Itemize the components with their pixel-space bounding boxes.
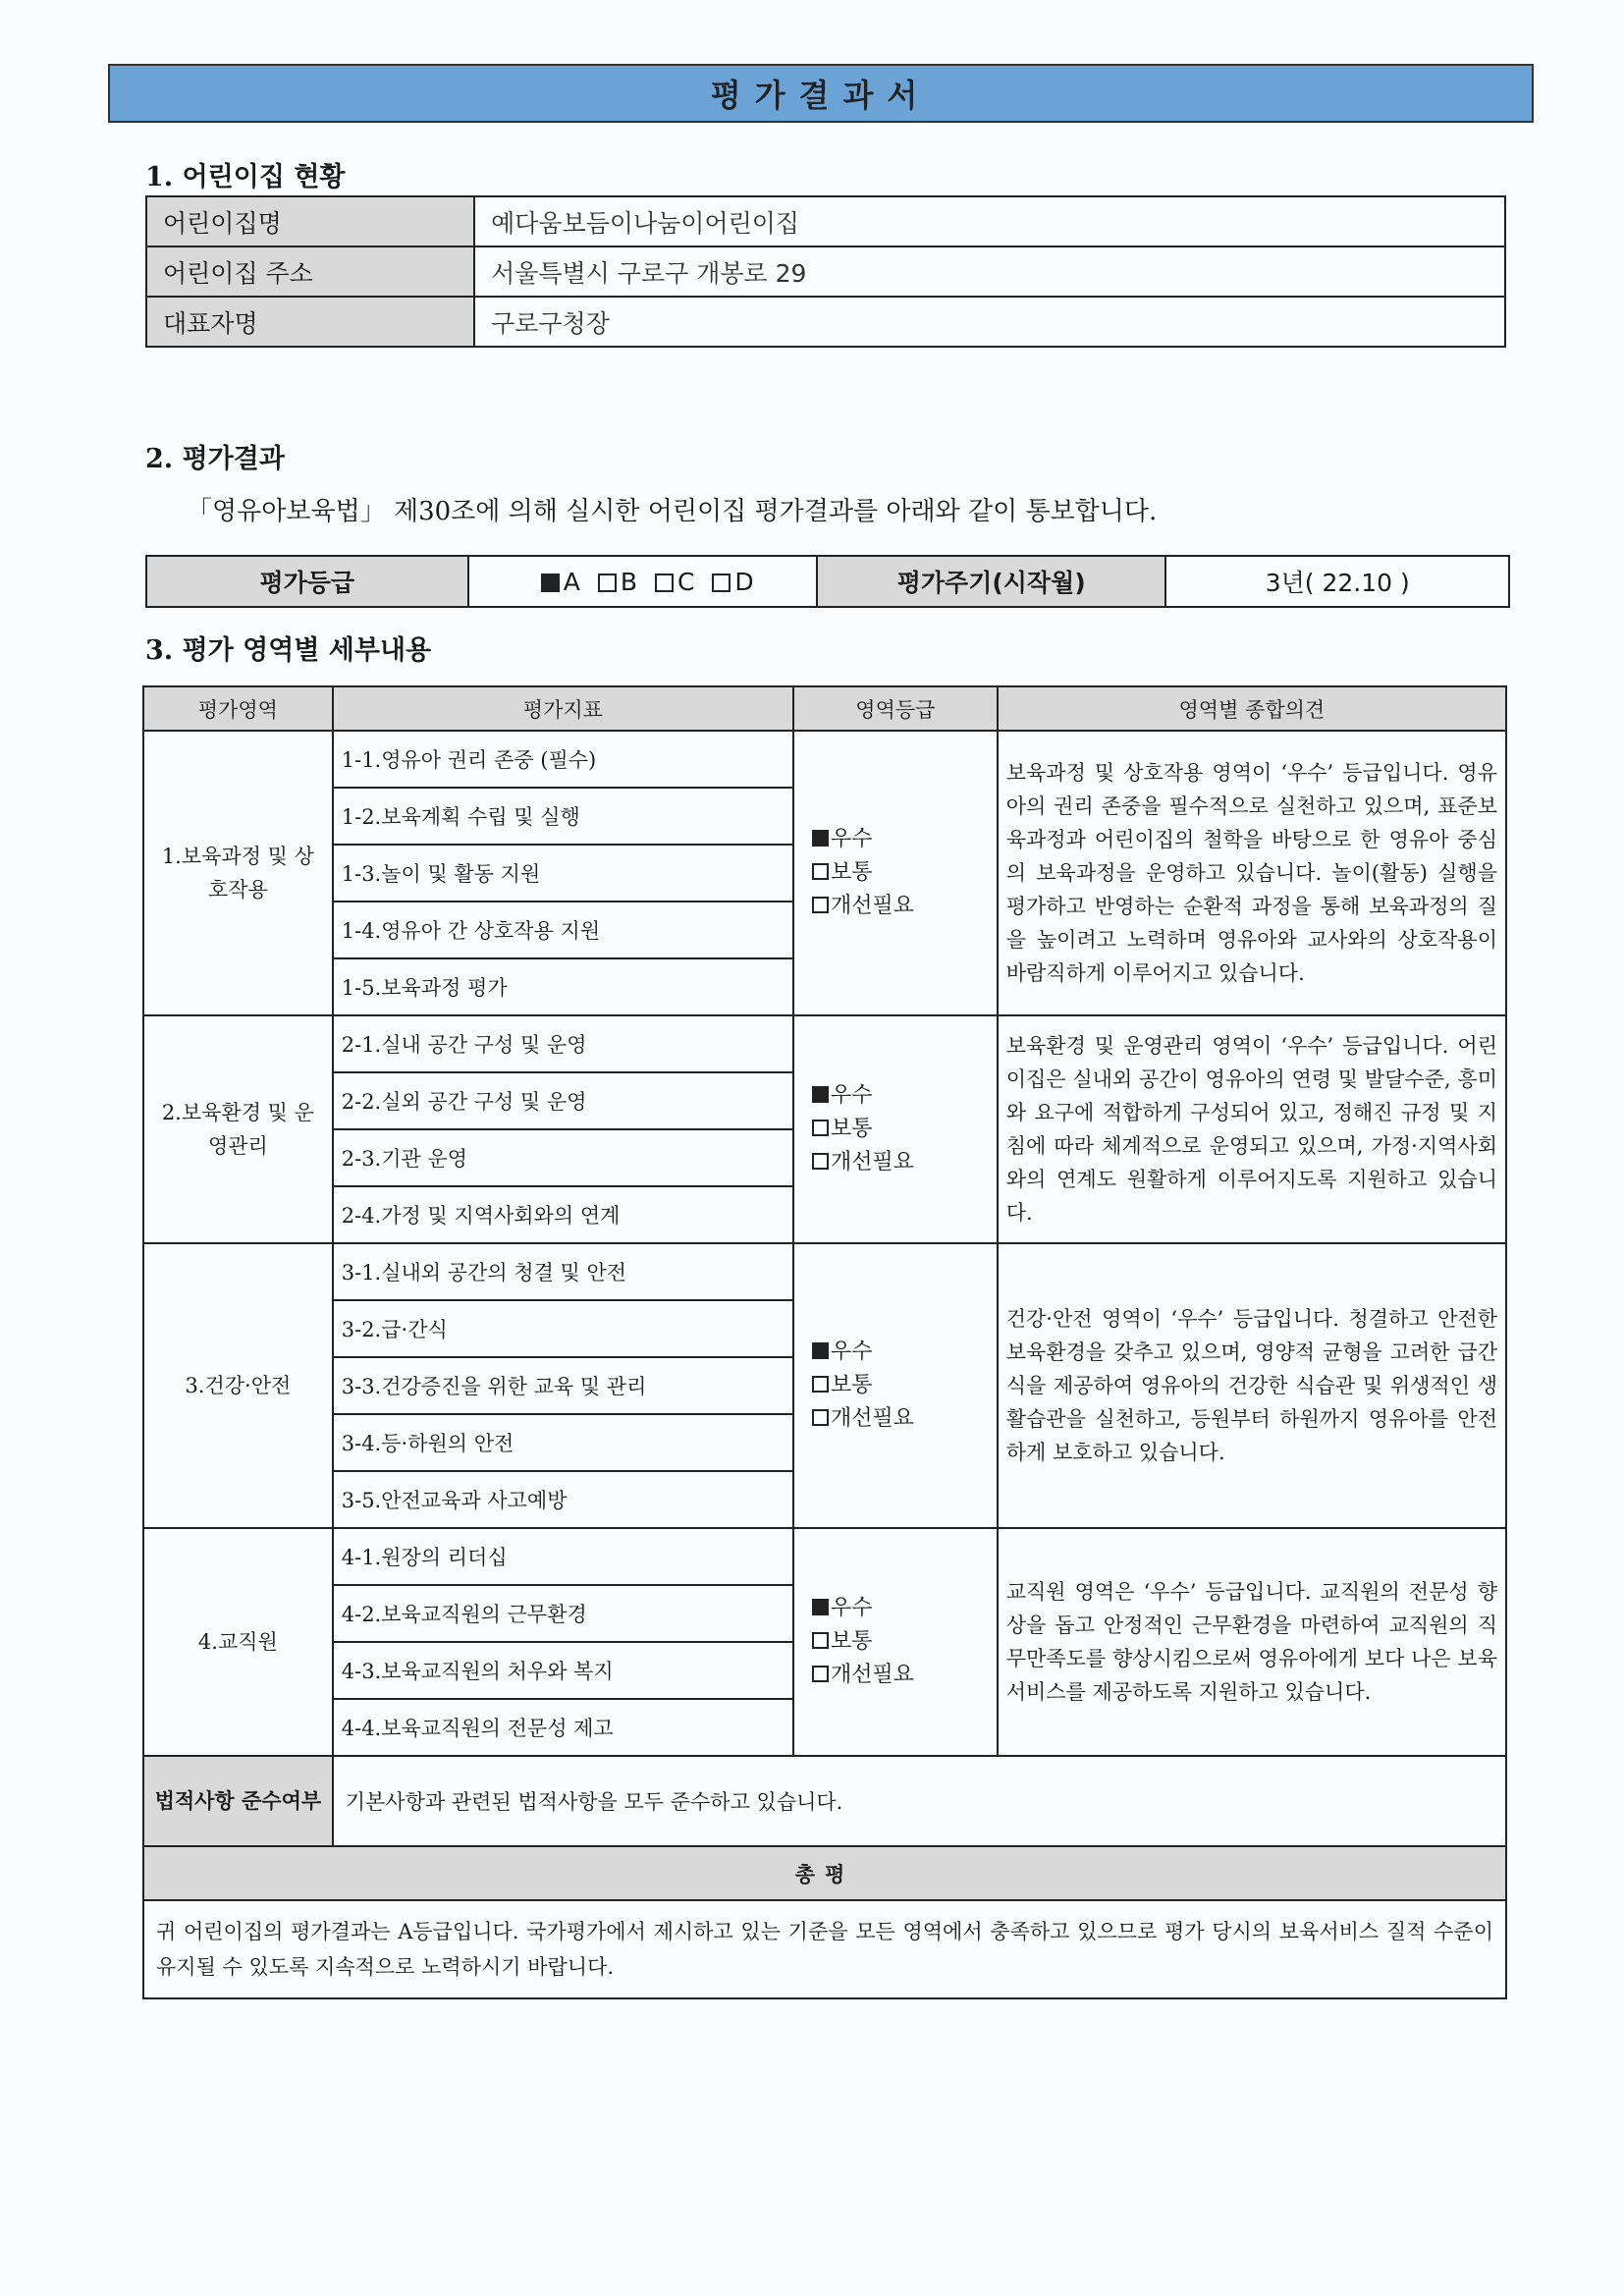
- area-4-name: 4.교직원: [143, 1528, 333, 1756]
- table-row: [146, 297, 1505, 347]
- indicator-2-3: 2-3.기관 운영: [333, 1129, 793, 1186]
- indicator-2-1: 2-1.실내 공간 구성 및 운영: [333, 1015, 793, 1072]
- indicator-4-1: 4-1.원장의 리더십: [333, 1528, 793, 1585]
- cycle-value: 3년( 22.10 ): [1165, 556, 1509, 607]
- area-2-name: 2.보육환경 및 운영관리: [143, 1015, 333, 1243]
- detail-table: [142, 685, 1507, 1999]
- table-header-row: [143, 686, 1506, 731]
- indicator-4-2: 4-2.보육교직원의 근무환경: [333, 1585, 793, 1642]
- grade-c-label: C: [677, 567, 695, 596]
- summary-text: 귀 어린이집의 평가결과는 A등급입니다. 국가평가에서 제시하고 있는 기준을 모든 영역에서 충족하고 있으므로 평가 당시의 보육서비스 질적 수준이 유지될 수 있도록 지속적으로 노력하시기 바랍니다.: [143, 1900, 1506, 1998]
- indicator-1-1: 1-1.영유아 권리 존중 (필수): [333, 731, 793, 788]
- indicator-3-5: 3-5.안전교육과 사고예방: [333, 1471, 793, 1528]
- empty-box-icon: [812, 1376, 829, 1393]
- header-grade: 영역등급: [793, 686, 998, 731]
- grade-option: 개선필요: [831, 1663, 915, 1687]
- document-title: 평가결과서: [108, 64, 1534, 123]
- grade-option: 개선필요: [831, 1406, 915, 1431]
- grade-option: 보통: [831, 1117, 873, 1141]
- grade-option: 우수: [831, 1083, 873, 1108]
- area-4-grade: [793, 1528, 998, 1756]
- section2-intro: 「영유아보육법」 제30조에 의해 실시한 어린이집 평가결과를 아래와 같이 통보합니다.: [187, 497, 1158, 526]
- section3-heading: 3. 평가 영역별 세부내용: [145, 635, 432, 666]
- legal-label: 법적사항 준수여부: [143, 1756, 333, 1846]
- indicator-4-4: 4-4.보육교직원의 전문성 제고: [333, 1699, 793, 1756]
- table-row: [143, 1528, 1506, 1585]
- empty-box-icon: [812, 1632, 829, 1649]
- indicator-1-5: 1-5.보육과정 평가: [333, 958, 793, 1015]
- grade-option: 우수: [831, 1596, 873, 1620]
- facility-address-value: 서울특별시 구로구 개봉로 29: [474, 246, 1505, 297]
- indicator-2-4: 2-4.가정 및 지역사회와의 연계: [333, 1186, 793, 1243]
- header-opinion: 영역별 종합의견: [998, 686, 1506, 731]
- indicator-1-2: 1-2.보육계획 수립 및 실행: [333, 788, 793, 845]
- header-area: 평가영역: [143, 686, 333, 731]
- section1-heading: 1. 어린이집 현황: [145, 162, 346, 192]
- table-row: [143, 1900, 1506, 1998]
- table-row: [146, 196, 1505, 246]
- grade-b-checkbox: [598, 574, 617, 592]
- header-indicator: 평가지표: [333, 686, 793, 731]
- indicator-4-3: 4-3.보육교직원의 처우와 복지: [333, 1642, 793, 1699]
- grade-option: 우수: [831, 827, 873, 851]
- facility-address-label: 어린이집 주소: [146, 246, 474, 297]
- checked-box-icon: [812, 830, 829, 847]
- indicator-1-4: 1-4.영유아 간 상호작용 지원: [333, 902, 793, 958]
- table-row: [143, 1846, 1506, 1900]
- legal-value: 기본사항과 관련된 법적사항을 모두 준수하고 있습니다.: [333, 1756, 1506, 1846]
- indicator-3-4: 3-4.등·하원의 안전: [333, 1414, 793, 1471]
- indicator-3-2: 3-2.급·간식: [333, 1300, 793, 1357]
- area-1-name: 1.보육과정 및 상호작용: [143, 731, 333, 1015]
- table-row: [143, 1015, 1506, 1072]
- area-1-grade: [793, 731, 998, 1015]
- grade-options: [468, 556, 817, 607]
- empty-box-icon: [812, 1153, 829, 1170]
- grade-d-label: D: [734, 567, 754, 596]
- grade-c-checkbox: [655, 574, 674, 592]
- representative-label: 대표자명: [146, 297, 474, 347]
- grade-option: 개선필요: [831, 894, 915, 918]
- grade-option: 보통: [831, 1373, 873, 1397]
- area-2-grade: [793, 1015, 998, 1243]
- table-row: [146, 556, 1509, 607]
- area-1-opinion: 보육과정 및 상호작용 영역이 ‘우수’ 등급입니다. 영유아의 권리 존중을 필수적으로 실천하고 있으며, 표준보육과정과 어린이집의 철학을 바탕으로 한 영유아 중심의 보육과정을 운영하고 있습니다. 놀이(활동) 실행을 평가하고 반영하는 순환적 과정을 통해 보육과정의 질을 높이려고 노력하며 영유아와 교사와의 상호작용이 바람직하게 이루어지고 있습니다.: [998, 731, 1506, 1015]
- area-3-grade: [793, 1243, 998, 1528]
- grade-a-checkbox: [541, 574, 560, 592]
- section2-heading: 2. 평가결과: [145, 444, 285, 474]
- indicator-2-2: 2-2.실외 공간 구성 및 운영: [333, 1072, 793, 1129]
- facility-info-table: [145, 195, 1506, 348]
- cycle-label: 평가주기(시작월): [817, 556, 1165, 607]
- empty-box-icon: [812, 1409, 829, 1426]
- grade-b-label: B: [620, 567, 638, 596]
- empty-box-icon: [812, 863, 829, 880]
- checked-box-icon: [812, 1086, 829, 1103]
- empty-box-icon: [812, 1666, 829, 1682]
- indicator-3-3: 3-3.건강증진을 위한 교육 및 관리: [333, 1357, 793, 1414]
- indicator-3-1: 3-1.실내외 공간의 청결 및 안전: [333, 1243, 793, 1300]
- facility-name-value: 예다움보듬이나눔이어린이집: [474, 196, 1505, 246]
- grade-option: 보통: [831, 1629, 873, 1654]
- area-3-opinion: 건강·안전 영역이 ‘우수’ 등급입니다. 청결하고 안전한 보육환경을 갖추고 있으며, 영양적 균형을 고려한 급간식을 제공하여 영유아의 건강한 식습관 및 위생적인 생활습관을 실천하고, 등원부터 하원까지 영유아를 안전하게 보호하고 있습니다.: [998, 1243, 1506, 1528]
- checked-box-icon: [812, 1599, 829, 1615]
- grade-option: 우수: [831, 1339, 873, 1364]
- grade-option: 보통: [831, 860, 873, 885]
- grade-d-checkbox: [712, 574, 731, 592]
- grade-table: [145, 555, 1510, 608]
- table-row: [143, 1756, 1506, 1846]
- table-row: [143, 731, 1506, 788]
- empty-box-icon: [812, 897, 829, 913]
- grade-a-label: A: [563, 567, 580, 596]
- table-row: [146, 246, 1505, 297]
- area-4-opinion: 교직원 영역은 ‘우수’ 등급입니다. 교직원의 전문성 향상을 돕고 안정적인 근무환경을 마련하여 교직원의 직무만족도를 향상시킴으로써 영유아에게 보다 나은 보육서비스를 제공하도록 지원하고 있습니다.: [998, 1528, 1506, 1756]
- grade-label: 평가등급: [146, 556, 468, 607]
- indicator-1-3: 1-3.놀이 및 활동 지원: [333, 845, 793, 902]
- summary-heading: 총평: [143, 1846, 1506, 1900]
- representative-value: 구로구청장: [474, 297, 1505, 347]
- area-3-name: 3.건강·안전: [143, 1243, 333, 1528]
- checked-box-icon: [812, 1342, 829, 1359]
- area-2-opinion: 보육환경 및 운영관리 영역이 ‘우수’ 등급입니다. 어린이집은 실내외 공간이 영유아의 연령 및 발달수준, 흥미와 요구에 적합하게 구성되어 있고, 정해진 규정 및 지침에 따라 체계적으로 운영되고 있으며, 가정·지역사회와의 연계도 원활하게 이루어지도록 지원하고 있습니다.: [998, 1015, 1506, 1243]
- table-row: [143, 1243, 1506, 1300]
- empty-box-icon: [812, 1120, 829, 1136]
- grade-option: 개선필요: [831, 1150, 915, 1175]
- facility-name-label: 어린이집명: [146, 196, 474, 246]
